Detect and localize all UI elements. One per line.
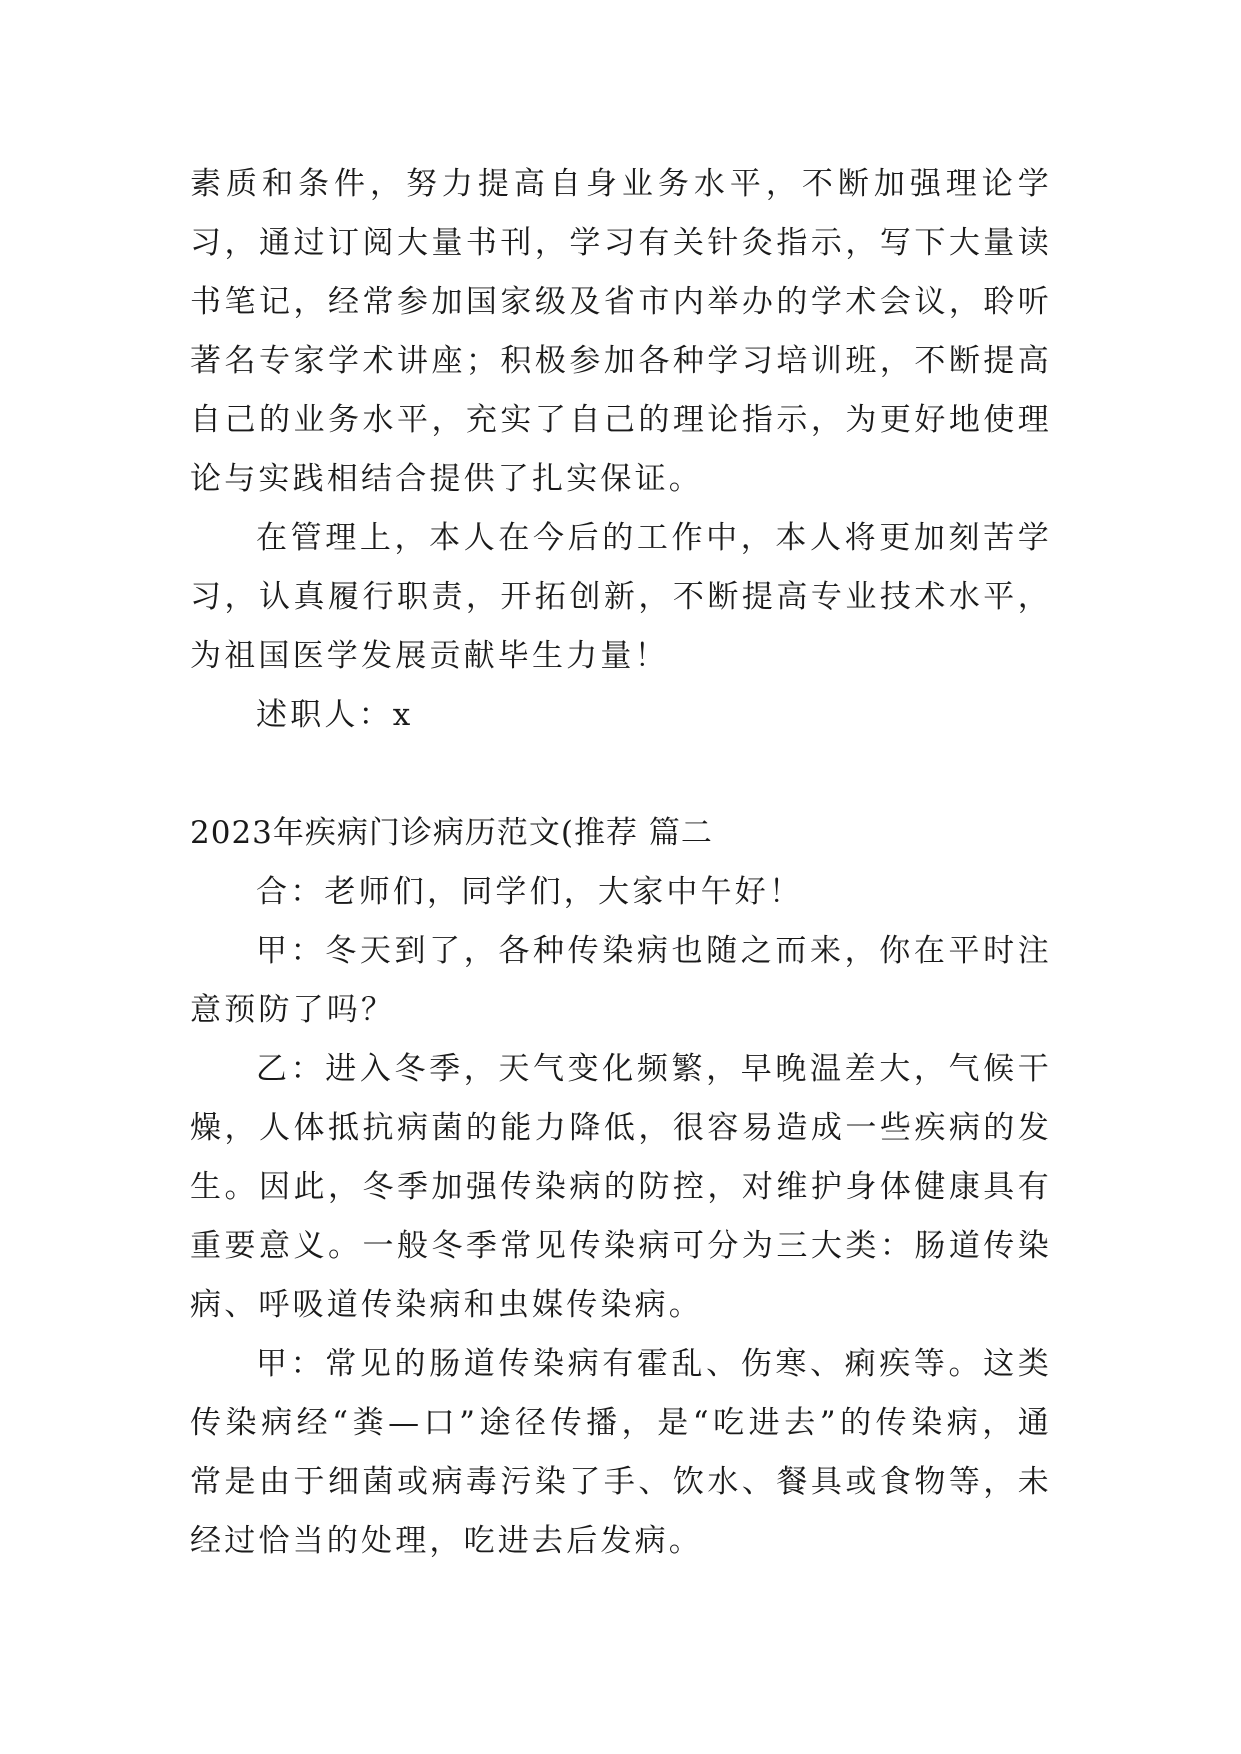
paragraph-qualifications: 素质和条件，努力提高自身业务水平，不断加强理论学习，通过订阅大量书刊，学习有关针灸指示，写下大量读书笔记，经常参加国家级及省市内举办的学术会议，聆听著名专家学术讲座；积极参加各种学习培训班，不断提高自己的业务水平，充实了自己的理论指示，为更好地使理论与实践相结合提供了扎实保证。	[190, 166, 1052, 497]
section-heading: 2023年疾病门诊病历范文(推荐 篇二	[190, 815, 713, 851]
paragraph-greeting: 合：老师们，同学们，大家中午好！	[256, 874, 804, 910]
paragraph-signature: 述职人：x	[256, 697, 414, 733]
paragraph-dialogue-jia-1: 甲：冬天到了，各种传染病也随之而来，你在平时注意预防了吗？	[190, 933, 1052, 1028]
paragraph-dialogue-yi: 乙：进入冬季，天气变化频繁，早晚温差大，气候干燥，人体抵抗病菌的能力降低，很容易造成一些疾病的发生。因此，冬季加强传染病的防控，对维护身体健康具有重要意义。一般冬季常见传染病可分为三大类：肠道传染病、呼吸道传染病和虫媒传染病。	[190, 1051, 1052, 1323]
paragraph-dialogue-jia-2: 甲：常见的肠道传染病有霍乱、伤寒、痢疾等。这类传染病经“粪—口”途径传播，是“吃进去”的传染病，通常是由于细菌或病毒污染了手、饮水、餐具或食物等，未经过恰当的处理，吃进去后发病。	[190, 1346, 1052, 1559]
paragraph-management: 在管理上，本人在今后的工作中，本人将更加刻苦学习，认真履行职责，开拓创新，不断提高专业技术水平，为祖国医学发展贡献毕生力量！	[190, 520, 1052, 674]
document-body	[190, 155, 1052, 1571]
